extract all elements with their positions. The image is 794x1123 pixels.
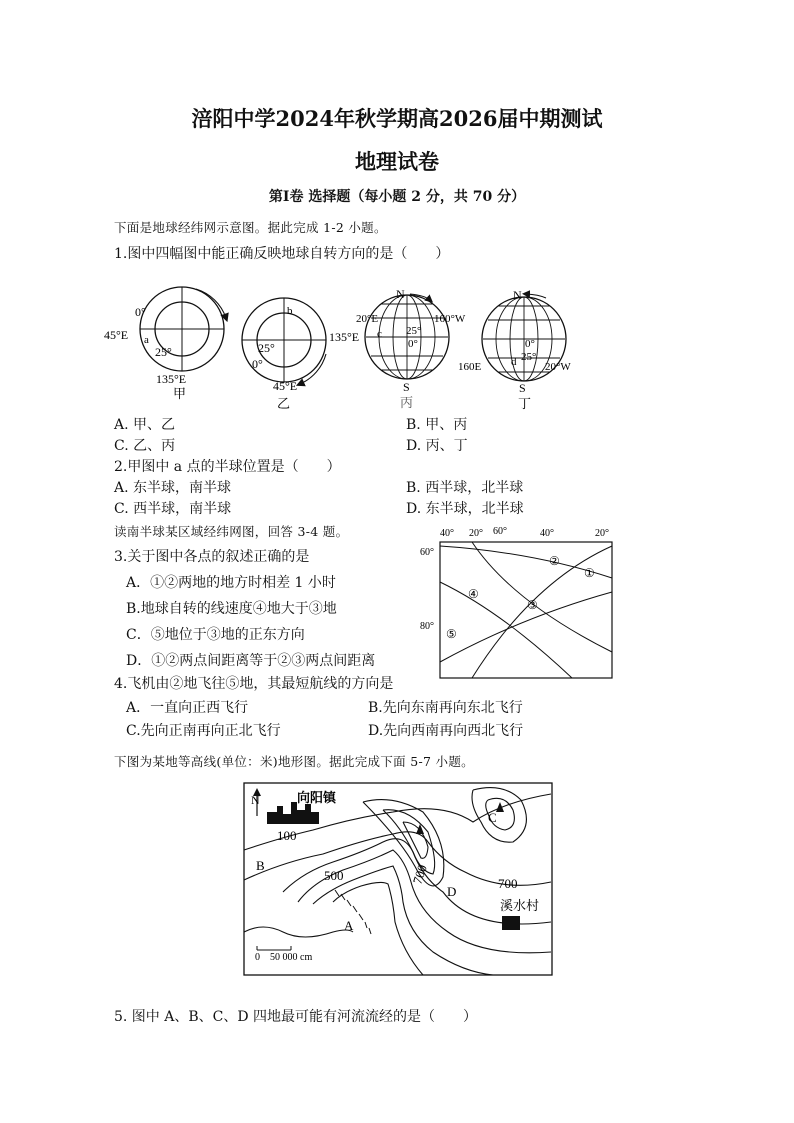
point-C: C (488, 810, 497, 825)
globe-bing (356, 287, 466, 410)
group2-intro: 读南半球某区域经纬网图，回答 3-4 题。 (114, 524, 349, 539)
grid-top-20b: 20° (595, 528, 609, 539)
q4-option-a[interactable]: A．一直向正西飞行 (126, 700, 249, 716)
bing-lon160: 160°W (434, 313, 466, 325)
point-A: A (344, 918, 354, 933)
yi-lon45-label: 45°E (273, 379, 298, 393)
q3-stem: 3.关于图中各点的叙述正确的是 (114, 549, 310, 565)
yi-lon135-label: 135°E (329, 330, 360, 344)
q1-stem: 1.图中四幅图中能正确反映地球自转方向的是（ ） (114, 246, 450, 262)
point-1: ① (584, 566, 595, 580)
q2-stem: 2.甲图中 a 点的半球位置是（ ） (114, 459, 341, 475)
yi-point-b: b (287, 305, 293, 317)
jia-lon45-label: 45°E (104, 328, 129, 342)
ding-lon160: 160E (458, 361, 482, 373)
grid-top-20a: 20° (469, 528, 483, 539)
yi-caption: 乙 (277, 396, 291, 411)
globe-figures (100, 284, 580, 414)
exam-subtitle: 地理试卷 (355, 149, 439, 174)
contour-100: 100 (277, 828, 297, 843)
jia-lat25-label: 25° (155, 345, 172, 359)
q4-stem: 4.飞机由②地飞往⑤地，其最短航线的方向是 (114, 676, 394, 692)
q2-option-d[interactable]: D. 东半球，北半球 (406, 501, 524, 517)
contour-700a: 700 (409, 862, 430, 886)
point-5: ⑤ (446, 627, 457, 641)
group1-intro: 下面是地球经纬网示意图。据此完成 1-2 小题。 (114, 220, 387, 235)
grid-top-40a: 40° (440, 528, 454, 539)
ding-lon20: 20°W (545, 361, 571, 373)
q3-option-a[interactable]: A．①②两地的地方时相差 1 小时 (126, 575, 336, 591)
village-icon (502, 916, 520, 930)
q2-option-c[interactable]: C. 西半球，南半球 (114, 501, 232, 517)
q3-option-b[interactable]: B.地球自转的线速度④地大于③地 (126, 601, 337, 617)
point-2: ② (549, 554, 560, 568)
bing-north: N (396, 287, 405, 301)
jia-point-a: a (144, 334, 149, 346)
q4-option-b[interactable]: B.先向东南再向东北飞行 (368, 700, 523, 716)
q1-option-b[interactable]: B. 甲、丙 (406, 417, 468, 433)
q5-stem: 5. 图中 A、B、C、D 四地最可能有河流流经的是（ ） (114, 1009, 478, 1025)
exam-title: 涪阳中学2024年秋学期高2026届中期测试 (191, 106, 603, 131)
globe-yi (242, 298, 359, 411)
village-name: 溪水村 (500, 898, 540, 913)
q1-option-d[interactable]: D. 丙、丁 (406, 438, 468, 454)
q2-option-b[interactable]: B. 西半球，北半球 (406, 480, 524, 496)
bing-zero: 0° (408, 338, 418, 350)
bing-point-c: c (377, 328, 382, 340)
ding-south: S (519, 381, 526, 395)
q4-option-c[interactable]: C.先向正南再向正北飞行 (126, 723, 281, 739)
contour-500: 500 (324, 868, 344, 883)
point-4: ④ (468, 587, 479, 601)
ding-point-d: d (511, 356, 517, 368)
jia-zero-label: 0° (135, 305, 146, 319)
contour-700b: 700 (498, 876, 518, 891)
q4-option-d[interactable]: D.先向西南再向西北飞行 (368, 723, 524, 739)
yi-lat25-label: 25° (258, 341, 275, 355)
jia-caption: 甲 (173, 386, 187, 401)
scale-label: 0 50 000 cm (255, 952, 313, 963)
southern-hemisphere-grid-map (412, 522, 617, 682)
point-B: B (256, 858, 265, 873)
bing-lat25: 25° (406, 325, 422, 337)
grid-top-60: 60° (493, 526, 507, 537)
contour-map (243, 782, 553, 976)
globe-jia (104, 287, 226, 401)
q1-option-a[interactable]: A. 甲、乙 (114, 417, 176, 433)
ding-north: N (513, 288, 522, 302)
point-D: D (447, 884, 457, 899)
grid-top-40b: 40° (540, 528, 554, 539)
globe-ding (458, 288, 571, 411)
ding-caption: 丁 (518, 396, 532, 411)
north-label: N (251, 793, 260, 807)
bing-south: S (403, 380, 410, 394)
point-3: ③ (527, 598, 538, 612)
q3-option-c[interactable]: C．⑤地位于③地的正东方向 (126, 627, 305, 643)
q2-option-a[interactable]: A. 东半球，南半球 (114, 480, 232, 496)
q3-option-d[interactable]: D．①②两点间距离等于②③两点间距离 (126, 653, 376, 669)
grid-lat60: 60° (420, 547, 434, 558)
ding-lat25: 25° (521, 351, 537, 363)
ding-zero: 0° (525, 338, 535, 350)
jia-lon135-label: 135°E (156, 372, 187, 386)
bing-caption: 丙 (400, 395, 414, 410)
bing-lon20: 20°E (356, 313, 379, 325)
town-name: 向阳镇 (297, 790, 337, 805)
group3-intro: 下图为某地等高线(单位：米)地形图。据此完成下面 5-7 小题。 (114, 754, 474, 769)
grid-lat80: 80° (420, 621, 434, 632)
yi-zero-label: 0° (252, 357, 263, 371)
section-heading: 第Ⅰ卷 选择题（每小题 2 分，共 70 分） (268, 189, 526, 205)
q1-option-c[interactable]: C. 乙、丙 (114, 438, 176, 454)
